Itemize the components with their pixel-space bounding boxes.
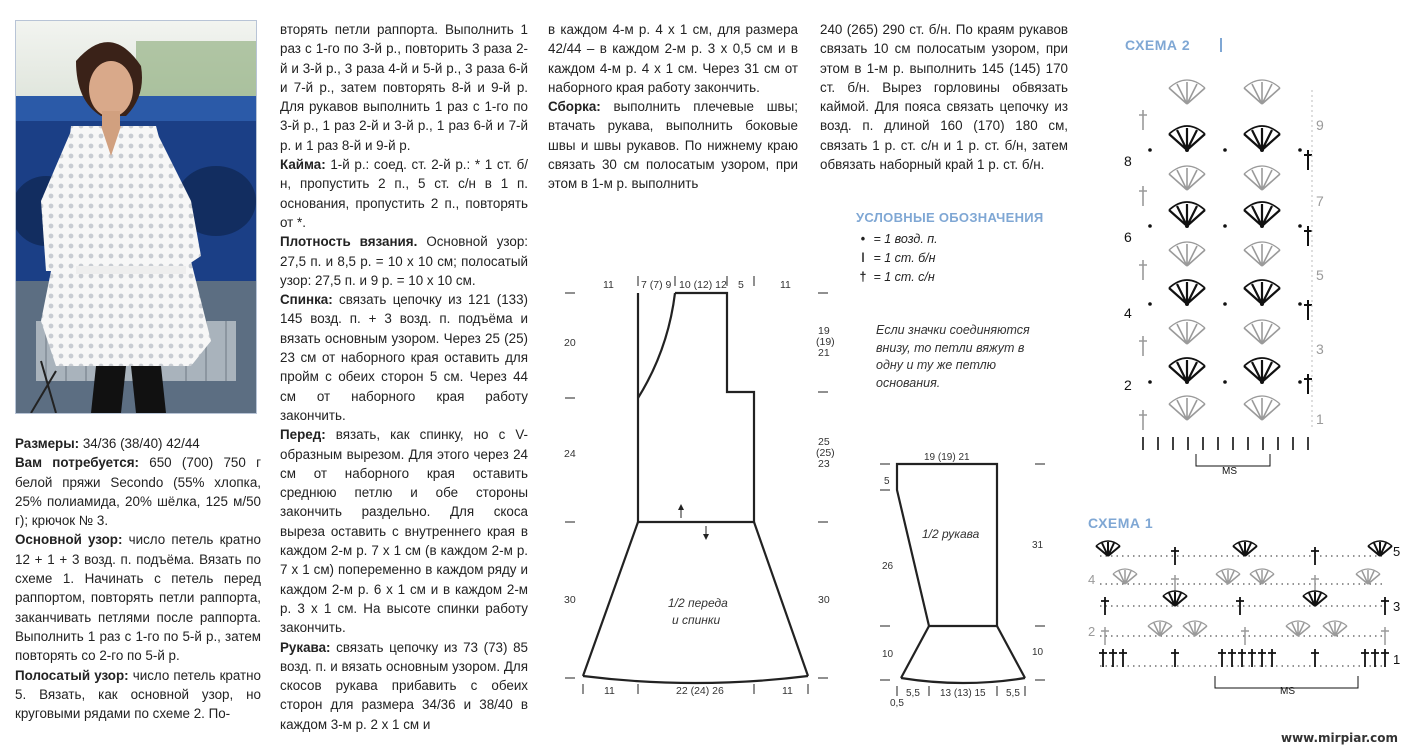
legend bbox=[856, 230, 938, 287]
text-column-2 bbox=[280, 20, 528, 734]
edge-text: 1-й р.: соед. ст. 2-й р.: * 1 ст. б/н, пропустить 2 п., 5 ст. с/н в 1 п. основания, пропустить 2 п., повторять от *. bbox=[280, 157, 528, 230]
scheme1-fan-symbol bbox=[1286, 621, 1310, 636]
sleeve-dim-left-2: 26 bbox=[882, 561, 894, 572]
scheme2-row-3: 3 bbox=[1316, 341, 1324, 357]
materials-text: 650 (700) 750 г белой пряжи Secondo (55% хлопка, 25% полиамида, 20% шёлка, 125 м/50 г); крючок № 3. bbox=[15, 455, 261, 529]
single-crochet-symbol-icon: ǀ bbox=[861, 251, 865, 265]
dim-top-1: 11 bbox=[603, 279, 614, 291]
legend-item-label: = 1 ст. с/н bbox=[873, 270, 935, 284]
assembly-cont-text: 240 (265) 290 ст. б/н. По краям рукавов связать 10 см полосатым узором, при этом в 1-м р. выполнить 145 (145) 170 ст. б/н. Вырез горловины обвязать каймой. Для пояса связать цепочку из возд. п. длиной 160 (170) 180 см, связать 1 р. ст. с/н и 1 р. ст. б/н, затем обвязать наборный край 1 р. ст. б/н. bbox=[820, 22, 1068, 173]
scheme2-dc-symbol-8 bbox=[1304, 150, 1312, 170]
scheme2-dc-symbol-7 bbox=[1139, 186, 1147, 206]
sleeve-dim-left-1: 5 bbox=[884, 476, 890, 487]
scheme1-dc-symbol bbox=[1101, 597, 1109, 615]
scheme2-fan-symbol-r4b bbox=[1244, 280, 1280, 306]
scheme2-fan-symbol-r8b bbox=[1244, 126, 1280, 152]
sleeve-dim-bottom-1: 5,5 bbox=[906, 688, 920, 699]
photo-illustration bbox=[16, 21, 256, 413]
density-label: Плотность вязания. bbox=[280, 234, 418, 250]
scheme2-fan-symbol-r9a bbox=[1169, 80, 1205, 104]
text-column-3 bbox=[548, 20, 798, 194]
scheme2-fan-symbol-r6b bbox=[1244, 202, 1280, 228]
body-pattern-diagram bbox=[555, 270, 855, 710]
scheme1-fan-symbol bbox=[1303, 591, 1327, 606]
legend-item-sc bbox=[856, 249, 938, 268]
scheme1-row-3: 3 bbox=[1393, 599, 1401, 614]
scheme2-dc-symbol-9 bbox=[1139, 110, 1147, 130]
body-piece-label-1: 1/2 переда bbox=[668, 596, 728, 610]
dim-right-3: 21 bbox=[818, 347, 830, 359]
sleeve-piece-label: 1/2 рукава bbox=[922, 527, 980, 541]
assembly-label: Сборка: bbox=[548, 99, 601, 115]
scheme1-fan-symbol bbox=[1233, 541, 1257, 556]
arrow-down-icon bbox=[703, 534, 709, 540]
assembly-text: выполнить плечевые швы; втачать рукава, выполнить боковые швы и швы рукавов. По нижнему краю связать 30 см полосатым узором, при этом в 1-м р. выполнить bbox=[548, 99, 798, 192]
scheme1-title: СХЕМА 1 bbox=[1088, 515, 1154, 531]
dim-right-6: 23 bbox=[818, 458, 830, 470]
dim-right-2: (19) bbox=[816, 336, 835, 348]
scheme2-row-1: 1 bbox=[1316, 411, 1324, 427]
model-photo bbox=[15, 20, 257, 414]
scheme2-fan-symbol-r1b bbox=[1244, 396, 1280, 420]
scheme2-row-2: 2 bbox=[1124, 377, 1132, 393]
scheme2-fan-symbol-r6a bbox=[1169, 202, 1205, 228]
chain-symbol-icon: • bbox=[860, 232, 866, 246]
front-text: вязать, как спинку, но с V-образным вырезом. Для этого через 24 см от наборного края оставить среднюю петлю и обе стороны закончить раздельно. Для скоса выреза оставить с внутреннего края в каждом 2-м р. 7 х 1 см (в каждом 2-м р. 7 х 1 см) попеременно в каждом ряду и каждом 2-м р. 6 х 1 см и в каждом 2-м р. 3 х 1 см. На высоте спинки работу закончить. bbox=[280, 427, 528, 636]
scheme2-fan-symbol-r1a bbox=[1169, 396, 1205, 420]
dim-bottom-1: 11 bbox=[604, 685, 615, 697]
scheme2-fan-symbol-r5b bbox=[1244, 242, 1280, 266]
scheme2-row-4: 4 bbox=[1124, 305, 1132, 321]
scheme2-row-7: 7 bbox=[1316, 193, 1324, 209]
scheme2-dc-symbol-2 bbox=[1304, 374, 1312, 394]
scheme1-dc-symbol bbox=[1236, 597, 1244, 615]
scheme1-row-5: 5 bbox=[1393, 544, 1401, 559]
scheme1-dc-symbol bbox=[1311, 547, 1319, 565]
footer-url[interactable]: www.mirpiar.com bbox=[1280, 731, 1398, 745]
scheme2-fan-symbol-r7b bbox=[1244, 166, 1280, 190]
scheme2-dc-symbol-5 bbox=[1139, 260, 1147, 280]
sleeve-dim-right-2: 10 bbox=[1032, 647, 1044, 658]
sleeve-dim-small: 0,5 bbox=[890, 698, 904, 709]
sleeve-text: связать цепочку из 73 (73) 85 возд. п. и вязать основным узором. Для скосов рукава прибавить с обеих сторон для размера 34/36 и 38/40 в каждом 3-м р. 2 х 1 см и bbox=[280, 639, 528, 732]
scheme1-chart bbox=[1080, 530, 1410, 705]
sizes-text: 34/36 (38/40) 42/44 bbox=[79, 436, 200, 451]
body-piece-label-2: и спинки bbox=[672, 613, 721, 627]
scheme1-fan-symbol bbox=[1216, 569, 1240, 584]
scheme1-fan-symbol bbox=[1096, 541, 1120, 556]
scheme1-dc-symbol bbox=[1101, 627, 1109, 645]
scheme2-row-8: 8 bbox=[1124, 153, 1132, 169]
legend-note: Если значки соединяются внизу, то петли вяжут в одну и ту же петлю основания. bbox=[876, 323, 1030, 390]
dim-left-2: 24 bbox=[564, 448, 576, 460]
sleeve-dim-right-1: 31 bbox=[1032, 540, 1044, 551]
scheme2-fan-symbol-r3a bbox=[1169, 320, 1205, 344]
arrow-up-icon bbox=[678, 504, 684, 510]
sleeve-dim-left-3: 10 bbox=[882, 649, 894, 660]
scheme1-fan-symbol bbox=[1323, 621, 1347, 636]
scheme1-fan-symbol bbox=[1148, 621, 1172, 636]
scheme2-dc-symbol-1 bbox=[1139, 410, 1147, 430]
dim-top-4: 5 bbox=[738, 279, 744, 291]
scheme1-fan-symbol bbox=[1183, 621, 1207, 636]
sleeve-label: Рукава: bbox=[280, 639, 331, 655]
scheme2-row-9: 9 bbox=[1316, 117, 1324, 133]
sleeve-dim-top: 19 (19) 21 bbox=[924, 452, 970, 463]
dim-bottom-2: 22 (24) 26 bbox=[676, 685, 724, 697]
scheme1-fan-symbol bbox=[1163, 591, 1187, 606]
scheme1-dc-symbol bbox=[1381, 597, 1389, 615]
scheme2-fan-symbol-r2b bbox=[1244, 358, 1280, 384]
density-text: Основной узор: 27,5 п. и 8,5 р. = 10 х 10 см; полосатый узор: 27,5 п. и 9 р. = 10 х 10 см. bbox=[280, 234, 528, 288]
scheme1-dc-symbol bbox=[1241, 627, 1249, 645]
scheme2-fan-symbol-r4a bbox=[1169, 280, 1205, 306]
scheme1-fan-symbol bbox=[1368, 541, 1392, 556]
scheme1-row-2: 2 bbox=[1088, 624, 1096, 639]
dim-left-1: 20 bbox=[564, 337, 576, 349]
legend-item-dc bbox=[856, 268, 938, 287]
edge-label: Кайма: bbox=[280, 157, 326, 173]
striped-cont-text: вторять петли раппорта. Выполнить 1 раз с 1-го по 3-й р., повторить 3 раза 2-й и 3-й р., 3 раза 4-й и 5-й р., 3 раза 6-й и 7-й р., затем повторять 8-й и 9-й р. Для рукавов выполнить 1 раз с 1-го по 3-й р., 1 раз 2-й и 3-й р., 1 раз 6-й и 7-й р. и 1 раз 8-й и 9-й р. bbox=[280, 22, 528, 153]
legend-title: УСЛОВНЫЕ ОБОЗНАЧЕНИЯ bbox=[856, 210, 1044, 225]
dim-top-3: 10 (12) 12 bbox=[679, 279, 727, 291]
scheme2-fan-symbol-r2a bbox=[1169, 358, 1205, 384]
text-column-1 bbox=[15, 434, 261, 723]
scheme1-fan-symbol bbox=[1250, 569, 1274, 584]
scheme2-dc-symbol-6 bbox=[1304, 226, 1312, 246]
dim-right-4: 25 bbox=[818, 436, 830, 448]
dim-right-5: (25) bbox=[816, 447, 835, 459]
scheme2-rapport-label: MS bbox=[1222, 466, 1237, 477]
scheme1-rapport-label: MS bbox=[1280, 686, 1295, 697]
front-label: Перед: bbox=[280, 427, 326, 443]
scheme1-dc-symbol bbox=[1381, 627, 1389, 645]
main-pattern-text: число петель кратно 12 + 1 + 3 возд. п. подъёма. Вязать по схеме 1. Начинать с петель перед раппортом, повторять петли раппорта, заканчивать петлями после раппорта. Выполнить 1 раз с 1-го по 5-й р., затем повторять со 2-го по 5-й р. bbox=[15, 532, 261, 664]
scheme1-fan-symbol bbox=[1356, 569, 1380, 584]
striped-pattern-text: число петель кратно 5. Вязать, как основной узор, но круговыми рядами по схеме 2. По- bbox=[15, 667, 262, 722]
scheme2-fan-symbol-r5a bbox=[1169, 242, 1205, 266]
scheme2-title-bar bbox=[1220, 38, 1222, 52]
scheme2-row-6: 6 bbox=[1124, 229, 1132, 245]
sleeve-dim-bottom-2: 13 (13) 15 bbox=[940, 688, 986, 699]
scheme2-fan-symbol-r9b bbox=[1244, 80, 1280, 104]
back-label: Спинка: bbox=[280, 292, 333, 308]
dim-right-1: 19 bbox=[818, 325, 830, 337]
legend-item-label: = 1 ст. б/н bbox=[873, 251, 936, 265]
text-column-4 bbox=[820, 20, 1068, 174]
dim-top-5: 11 bbox=[780, 279, 791, 291]
scheme2-chart bbox=[1110, 70, 1340, 480]
legend-item-label: = 1 возд. п. bbox=[873, 232, 938, 246]
scheme2-row-5: 5 bbox=[1316, 267, 1324, 283]
sleeve-pattern-diagram bbox=[875, 445, 1060, 710]
sleeve-dim-bottom-3: 5,5 bbox=[1006, 688, 1020, 699]
sizes-label: Размеры: bbox=[15, 436, 80, 451]
scheme1-row-4: 4 bbox=[1088, 572, 1096, 587]
scheme2-dc-symbol-3 bbox=[1139, 336, 1147, 356]
dim-right-7: 30 bbox=[818, 594, 830, 606]
scheme2-fan-symbol-r3b bbox=[1244, 320, 1280, 344]
dim-top-2: 7 (7) 9 bbox=[641, 279, 672, 291]
scheme2-fan-symbol-r8a bbox=[1169, 126, 1205, 152]
dim-bottom-3: 11 bbox=[782, 685, 793, 697]
main-pattern-label: Основной узор: bbox=[15, 532, 123, 548]
scheme1-fan-symbol bbox=[1113, 569, 1137, 584]
back-text: связать цепочку из 121 (133) 145 возд. п. + 3 возд. п. подъёма и вязать основным узором. Через 25 (25) 23 см от наборного края оставить для пройм с обеих сторон 5 см. Через 44 см от наборного края работу закончить. bbox=[280, 292, 528, 423]
scheme2-fan-symbol-r7a bbox=[1169, 166, 1205, 190]
scheme2-dc-symbol-4 bbox=[1304, 300, 1312, 320]
materials-label: Вам потребуется: bbox=[15, 455, 139, 471]
scheme1-row-1: 1 bbox=[1393, 652, 1401, 667]
scheme2-title: СХЕМА 2 bbox=[1125, 37, 1191, 53]
dim-left-3: 30 bbox=[564, 594, 576, 606]
sleeve-cont-text: в каждом 4-м р. 4 х 1 см, для размера 42/44 – в каждом 2-м р. 3 х 0,5 см и в каждом 4-м р. 4 х 1 см. Через 31 см от наборного края работу закончить. bbox=[548, 22, 798, 95]
double-crochet-symbol-icon: † bbox=[859, 270, 867, 284]
striped-pattern-label: Полосатый узор: bbox=[15, 667, 129, 683]
legend-item-chain bbox=[856, 230, 938, 249]
scheme2-rapport-bracket bbox=[1196, 454, 1270, 466]
